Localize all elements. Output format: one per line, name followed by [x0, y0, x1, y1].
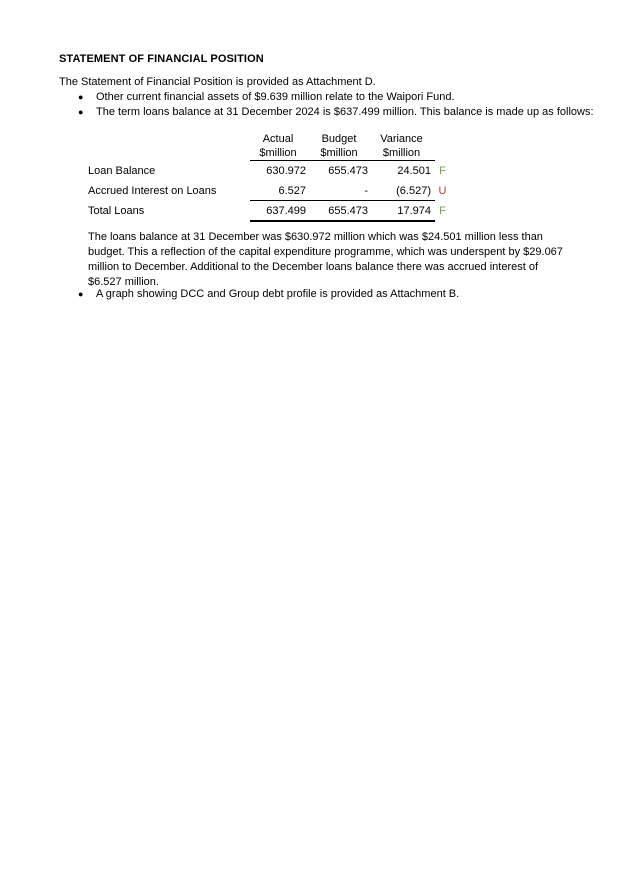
- bullet-icon: ●: [78, 107, 84, 117]
- row-actual: 6.527: [278, 184, 306, 197]
- row-flag: U: [438, 184, 447, 197]
- row-variance: 17.974: [372, 201, 435, 222]
- intro-text: The Statement of Financial Position is provided as Attachment D.: [59, 76, 376, 88]
- header-variance: Variance: [380, 133, 423, 145]
- loans-paragraph: The loans balance at 31 December was $630.972 million which was $24.501 million less than budget. This a reflection of the capital expenditure programme, which was underspent by $29.067 million to December. Additional to the December loans balance there was accrued interest of $6.527 million.: [88, 231, 563, 288]
- table-header-row: [88, 132, 450, 146]
- table-row: [88, 181, 450, 201]
- loans-table: [88, 132, 450, 222]
- bullet-item: [78, 287, 459, 301]
- section-heading: STATEMENT OF FINANCIAL POSITION: [59, 53, 264, 65]
- row-variance: 24.501: [397, 165, 431, 177]
- row-variance: (6.527): [396, 184, 431, 197]
- row-flag: F: [439, 204, 446, 217]
- table-total-row: [88, 201, 450, 222]
- bullet-icon: ●: [78, 92, 84, 102]
- bullet-item: [78, 90, 455, 104]
- header-actual: Actual: [262, 133, 294, 145]
- row-actual: 637.499: [250, 201, 310, 222]
- header-budget-unit: $million: [310, 146, 372, 161]
- row-flag: F: [439, 164, 446, 177]
- bullet-text: Other current financial assets of $9.639 million relate to the Waipori Fund.: [96, 91, 455, 103]
- bullet-text: The term loans balance at 31 December 2024 is $637.499 million. This balance is made up as follows:: [96, 106, 594, 118]
- table-header-units-row: [88, 146, 450, 161]
- header-budget: Budget: [321, 133, 357, 145]
- row-label: Total Loans: [88, 204, 145, 217]
- row-label: Loan Balance: [88, 164, 156, 177]
- row-budget: -: [364, 184, 368, 197]
- row-budget: 655.473: [310, 201, 372, 222]
- row-label: Accrued Interest on Loans: [88, 184, 217, 197]
- table-row: [88, 161, 450, 182]
- bullet-text: A graph showing DCC and Group debt profile is provided as Attachment B.: [96, 288, 460, 300]
- row-actual: 630.972: [266, 165, 306, 177]
- row-budget: 655.473: [328, 165, 368, 177]
- header-actual-unit: $million: [250, 146, 310, 161]
- header-variance-unit: $million: [372, 146, 435, 161]
- bullet-icon: ●: [78, 289, 84, 299]
- bullet-item: [78, 105, 594, 119]
